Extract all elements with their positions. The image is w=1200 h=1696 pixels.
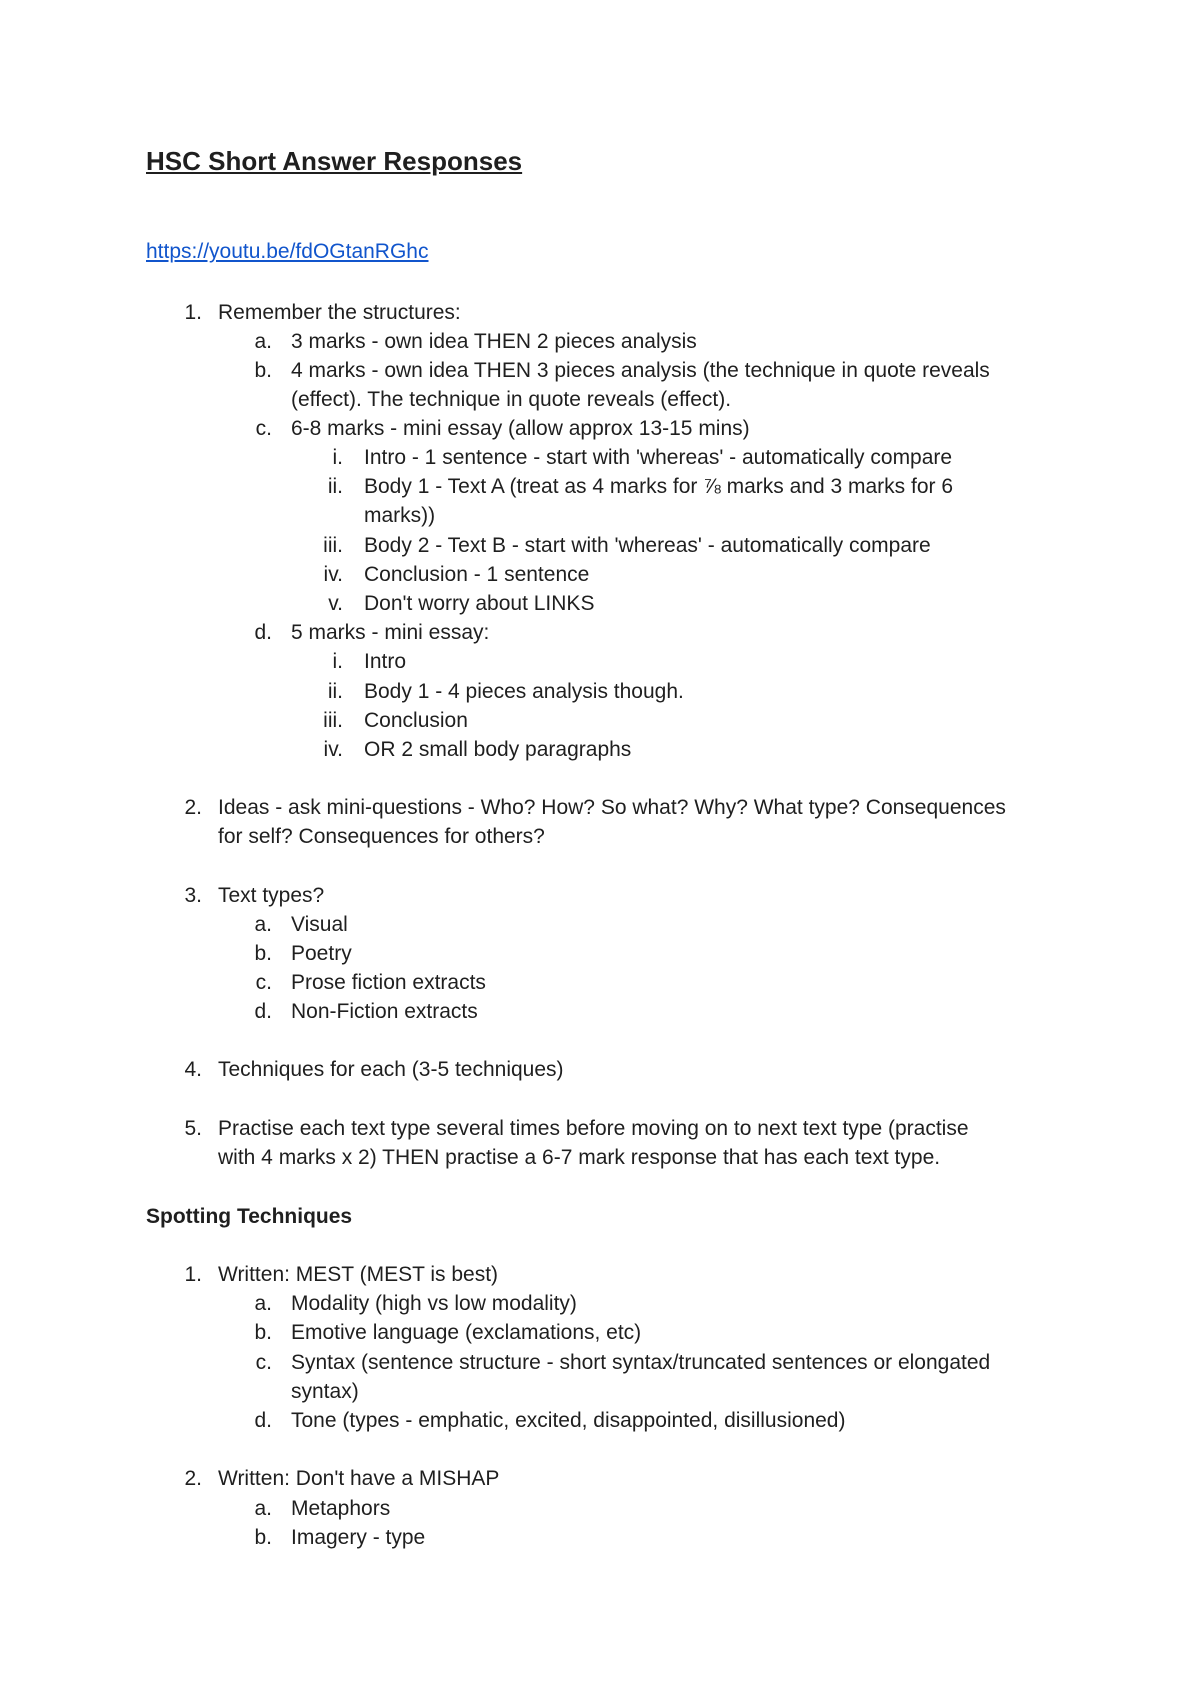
youtube-link[interactable]: https://youtu.be/fdOGtanRGhc xyxy=(146,240,429,263)
document-page: HSC Short Answer Responses https://youtu.be/fdOGtanRGhc 1. Remember the structures: a. 3 marks - own idea THEN 2 pieces analysis b. 4 marks - own idea THEN 3 pieces analysis (the technique in quote reveals (effect). The technique in quote reveals (effect). c. 6-8 marks - mini essay (allow approx 13-15 mins) i. Intro - 1 sentence - start with 'whereas' - automatically compare ii. Body 1 - Text A (treat as 4 marks for ⅞ marks and 3 marks for 6 marks)) iii. Body 2 - Text B - start with 'whereas' - automatically compare iv. Conclusion - 1 sentence v. Don't worry about LINKS d. 5 marks - mini essay: i. Intro ii. Body 1 - 4 pieces analysis though. iii. Conclusion iv. OR 2 small body paragraphs 2. Ideas - ask mini-questions - Who? How? So what? Why? What type? Consequences for self? Consequences for others? 3. Text types? a. Visual b. Poetry c. Prose fiction extracts d. Non-Fiction extracts 4. Techniques for each (3-5 techniques) 5. Practise each text type several times before moving on to next text type (practise with 4 marks x 2) THEN practise a 6-7 mark response that has each text type. Spotting Techniques 1. Written: MEST (MEST is best) a. Modality (high vs low modality) b. Emotive language (exclamations, etc) c. Syntax (sentence structure - short syntax/truncated sentences or elongated syntax) d. Tone (types - emphatic, excited, disappointed, disillusioned) 2. Written: Don't have a MISHAP a. Metaphors b. Imagery - type xyxy=(146,146,1006,1549)
section-heading: Spotting Techniques xyxy=(146,1205,353,1228)
document-title: HSC Short Answer Responses xyxy=(146,146,523,176)
